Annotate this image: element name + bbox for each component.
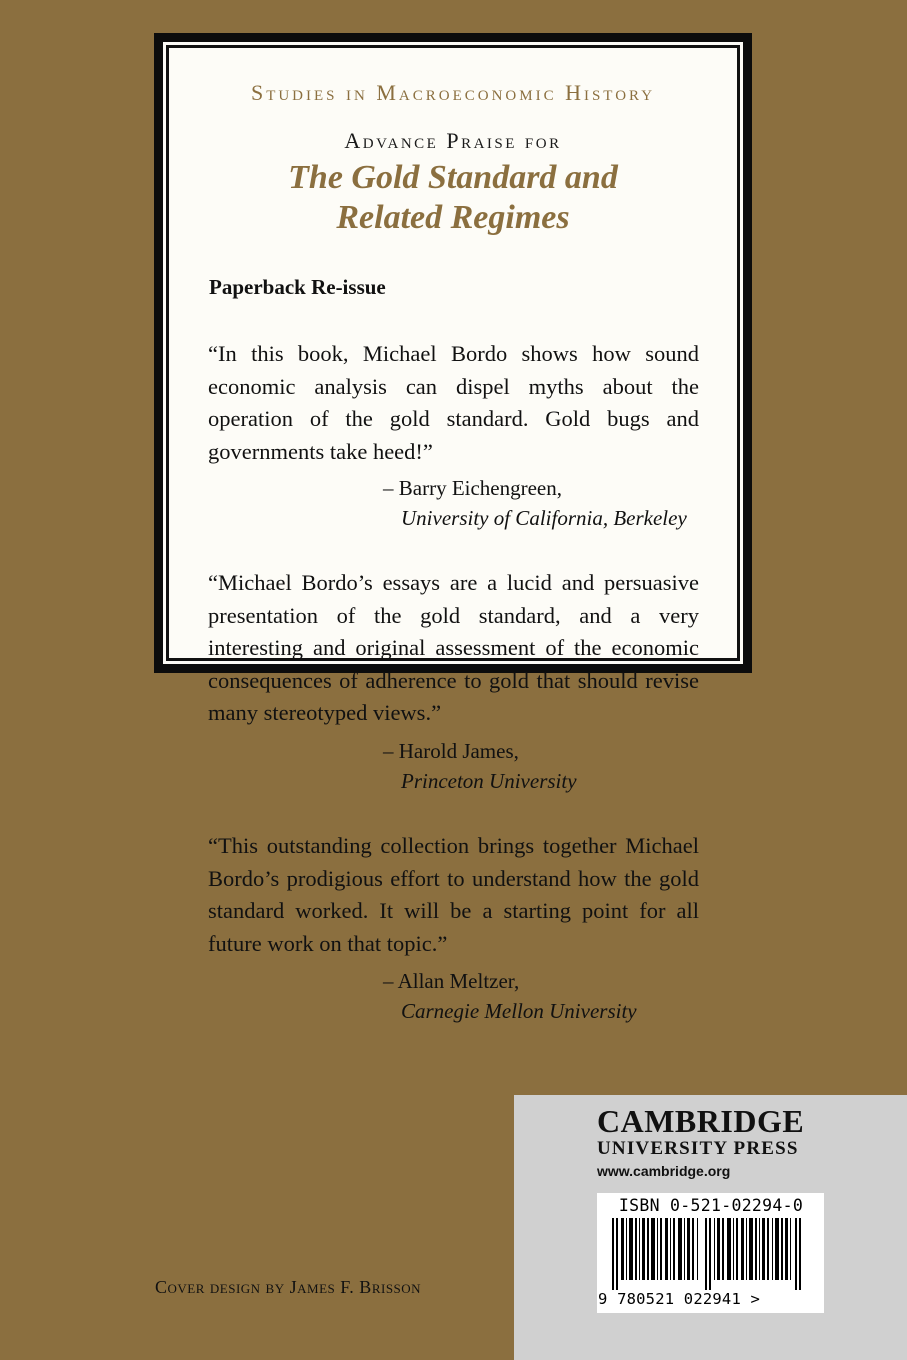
- praise-attribution-2: [383, 736, 577, 796]
- isbn-label: ISBN 0-521-02294-0: [618, 1196, 804, 1215]
- barcode-icon: [612, 1218, 812, 1290]
- praise-quote-1: “In this book, Michael Bordo shows how sound economic analysis can dispel myths about the operation of the gold standard. Gold bugs and governments take heed!”: [208, 341, 699, 464]
- ean-number: 9 780521 022941 >: [598, 1290, 761, 1308]
- edition-label: Paperback Re-issue: [209, 275, 386, 299]
- praise-quote-2: “Michael Bordo’s essays are a lucid and persuasive presentation of the gold standard, and a very interesting and original assessment of the economic consequences of adherence to gold that should revise many stereotyped views.”: [208, 570, 699, 725]
- publisher-subname: UNIVERSITY PRESS: [597, 1138, 799, 1159]
- praise-institution-1: University of California, Berkeley: [401, 506, 687, 530]
- cover-design-credit: Cover design by James F. Brisson: [155, 1277, 422, 1297]
- praise-author-2: – Harold James,: [383, 739, 519, 763]
- praise-attribution-1: [383, 473, 687, 533]
- praise-author-1: – Barry Eichengreen,: [383, 476, 563, 500]
- book-title: [169, 158, 737, 238]
- book-title-line2: Related Regimes: [336, 199, 570, 236]
- praise-quote-3: “This outstanding collection brings together Michael Bordo’s prodigious effort to understand how the gold standard worked. It will be a starting point for all future work on that topic.”: [208, 833, 699, 956]
- series-title: Studies in Macroeconomic History: [250, 80, 656, 105]
- praise-institution-2: Princeton University: [401, 769, 577, 793]
- praise-author-3: – Allan Meltzer,: [383, 969, 520, 993]
- publisher-name: CAMBRIDGE: [597, 1103, 805, 1139]
- advance-praise-heading: Advance Praise for: [344, 128, 562, 153]
- publisher-url: www.cambridge.org: [597, 1163, 731, 1179]
- praise-institution-3: Carnegie Mellon University: [401, 999, 637, 1023]
- praise-attribution-3: [383, 966, 637, 1026]
- book-title-line1: The Gold Standard and: [288, 159, 618, 196]
